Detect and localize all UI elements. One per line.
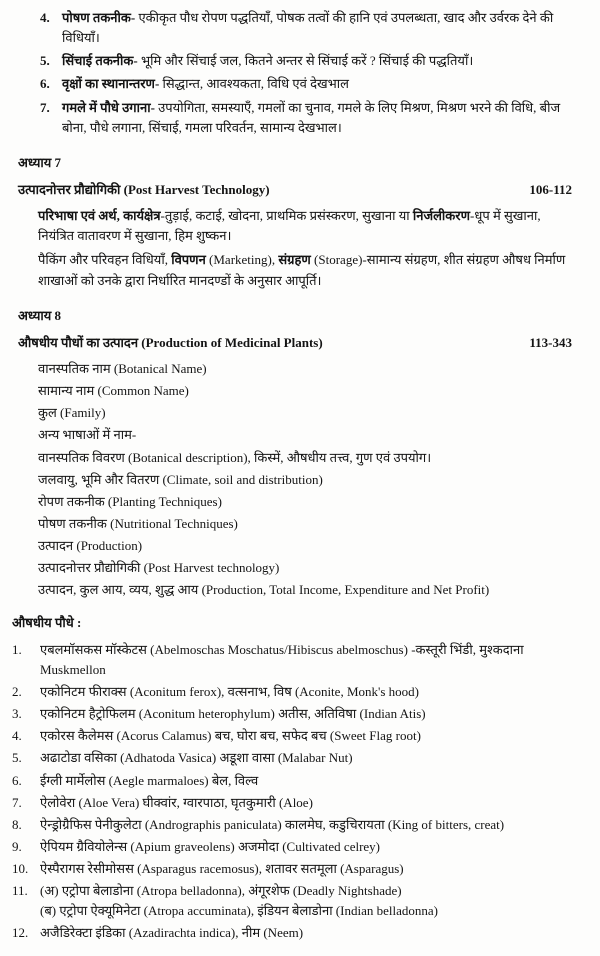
topic-line: उत्पादन, कुल आय, व्यय, शुद्ध आय (Production, Total Income, Expenditure and Net Profit) [38,582,490,598]
item-number: 10. [12,861,29,877]
chapter-title: उत्पादनोत्तर प्रौद्योगिकी (Post Harvest Technology) [18,181,270,197]
plant-list-item [12,748,572,768]
item-text [62,98,572,138]
chapter-topic-lines [38,359,572,601]
item-number: 4. [12,728,22,744]
plant-name-text: अढाटोडा वसिका (Adhatoda Vasica) अडूशा वासा (Malabar Nut) [40,750,353,766]
item-number: 1. [12,641,22,657]
plant-name-text: ऐलोवेरा (Aloe Vera) घीक्वांर, ग्वारपाठा, घृतकुमारी (Aloe) [40,794,313,810]
topic-line: वानस्पतिक नाम (Botanical Name) [38,360,207,376]
plant-list-item [12,837,572,857]
item-number: 3. [12,706,22,722]
chapter-label: अध्याय 8 [18,307,62,323]
chapter-title: औषधीय पौधों का उत्पादन (Production of Medicinal Plants) [18,334,323,350]
list-item [40,74,572,94]
topic-line: उत्पादन (Production) [38,538,143,554]
chapter-paragraph [38,250,572,290]
plant-list-item [12,682,572,702]
text-segment: भूमि और सिंचाई जल, कितने अन्तर से सिंचाई करें ? सिंचाई की पद्धतियाँ। [137,53,474,69]
plant-subentry-a: (अ) एट्रोपा बेलाडोना (Atropa belladonna), अंगूरशेफ (Deadly Nightshade) [40,883,402,899]
medicinal-plants-section [12,613,572,944]
list-item [40,8,572,48]
item-text [62,74,572,94]
item-number: 6. [12,772,22,788]
plant-name-text [40,881,572,921]
item-number: 8. [12,816,22,832]
topic-line: रोपण तकनीक (Planting Techniques) [38,493,222,509]
text-segment: उपयोगिता, समस्याएँ, गमलों का चुनाव, गमले के लिए मिश्रण, मिश्रण भरने की विधि, बीज बोना, पौधे लगाना, सिंचाई, गमला परिवर्तन, सामान्य देखभाल। [62,99,561,135]
plant-name-text: एकोनिटम हैट्रोफिलम (Aconitum heterophylum) अतीस, अतिविषा (Indian Atis) [40,706,426,722]
plant-name-text: एबलमॉसकस मॉस्केटस (Abelmoschas Moschatus/Hibiscus abelmoschus) -कस्तूरी भिंडी, मुश्कदाना Muskmellon [40,641,524,677]
plant-list-item [12,726,572,746]
topic-line: उत्पादनोत्तर प्रौद्योगिकी (Post Harvest technology) [38,560,280,576]
plant-list-item [12,881,572,921]
plant-list-item [12,771,572,791]
topic-line: पोषण तकनीक (Nutritional Techniques) [38,515,238,531]
chapter-7-section [12,153,572,291]
plants-heading: औषधीय पौधे : [12,614,82,630]
plant-list-item [12,815,572,835]
text-segment: सिंचाई तकनीक- [62,53,138,69]
item-number: 7. [12,794,22,810]
text-segment: पैकिंग और परिवहन विधियाँ, [38,252,172,268]
chapter-label: अध्याय 7 [18,154,62,170]
chapter-title-row [18,180,572,200]
text-segment: -धूप में सुखाना, नियंत्रित वातावरण में सुखाना, हिम शुष्कन। [38,208,541,244]
plant-name-text: ऐन्ड्रोग्रैफिस पेनीकुलेटा (Andrographis paniculata) कालमेघ, कडुचिरायता (King of bitters, creat) [40,816,505,832]
chapter-8-section [12,306,572,601]
text-segment: (Storage)-सामान्य संग्रहण, शीत संग्रहण औषध निर्माण शाखाओं को उनके द्वारा निर्धारित मानदण्डों के अनुसार आपूर्ति। [38,252,566,288]
plant-list-item [12,793,572,813]
plant-subentry-b: (ब) एट्रोपा ऐक्यूमिनेटा (Atropa accuminata), इंडियन बेलाडोना (Indian belladonna) [40,903,438,919]
text-segment: गमले में पौधे उगाना- [62,99,155,115]
item-text [62,51,572,71]
chapter-page-range: 106-112 [529,181,572,197]
list-item [40,98,572,138]
intro-topics-list [40,8,572,138]
plant-name-text: एकोरस कैलेमस (Acorus Calamus) बच, घोरा बच, सफेद बच (Sweet Flag root) [40,728,421,744]
plant-list-item [12,859,572,879]
topic-line: जलवायु, भूमि और वितरण (Climate, soil and distribution) [38,471,323,487]
item-number: 4. [40,10,50,25]
text-segment: विपणन [171,252,206,268]
text-segment: संग्रहण [278,252,311,268]
plant-list-item [12,640,572,680]
plant-name-text: ऐपियम ग्रैवियोलेन्स (Apium graveolens) अजमोदा (Cultivated celrey) [40,838,381,854]
plant-name-text: एकोनिटम फीराक्स (Aconitum ferox), वत्सनाभ, विष (Aconite, Monk's hood) [40,683,419,699]
topic-line: अन्य भाषाओं में नाम- [38,427,137,443]
plant-name-text: अजैडिरेक्टा इंडिका (Azadirachta indica), नीम (Neem) [40,925,304,941]
text-segment: एकीकृत पौध रोपण पद्धतियाँ, पोषक तत्वों की हानि एवं उपलब्धता, खाद और उर्वरक देने की विधियाँ। [62,10,554,46]
text-segment: पोषण तकनीक- [62,10,136,25]
text-segment: -तुड़ाई, कटाई, खोदना, प्राथमिक प्रसंस्करण, सुखाना या [160,208,413,224]
plant-name-text: ऐस्पैरागस रेसीमोसस (Asparagus racemosus), शतावर सतमूला (Asparagus) [40,861,404,877]
text-segment: निर्जलीकरण [412,208,470,224]
item-number: 9. [12,838,22,854]
item-text [62,8,572,48]
topic-line: सामान्य नाम (Common Name) [38,383,189,399]
item-number: 2. [12,683,22,699]
plant-list-item [12,704,572,724]
chapter-page-range: 113-343 [529,334,572,350]
item-number: 11. [12,883,28,899]
plant-name-text: ईग्ली मार्मेलोस (Aegle marmaloes) बेल, विल्व [40,772,259,788]
topic-line: वानस्पतिक विवरण (Botanical description), किस्में, औषधीय तत्त्व, गुण एवं उपयोग। [38,449,432,465]
text-segment: सिद्धान्त, आवश्यकता, विधि एवं देखभाल [159,76,349,92]
text-segment: वृक्षों का स्थानान्तरण- [62,76,160,92]
text-segment: परिभाषा एवं अर्थ, कार्यक्षेत्र [38,208,161,224]
item-number: 12. [12,925,29,941]
item-number: 6. [40,76,50,92]
item-number: 5. [40,53,50,69]
chapter-paragraph [38,206,572,246]
chapter-title-row [18,333,572,353]
item-number: 5. [12,750,22,766]
topic-line: कुल (Family) [38,405,106,421]
item-number: 7. [40,99,50,115]
text-segment: (Marketing), [205,252,279,268]
plant-list-item [12,923,572,943]
list-item [40,51,572,71]
